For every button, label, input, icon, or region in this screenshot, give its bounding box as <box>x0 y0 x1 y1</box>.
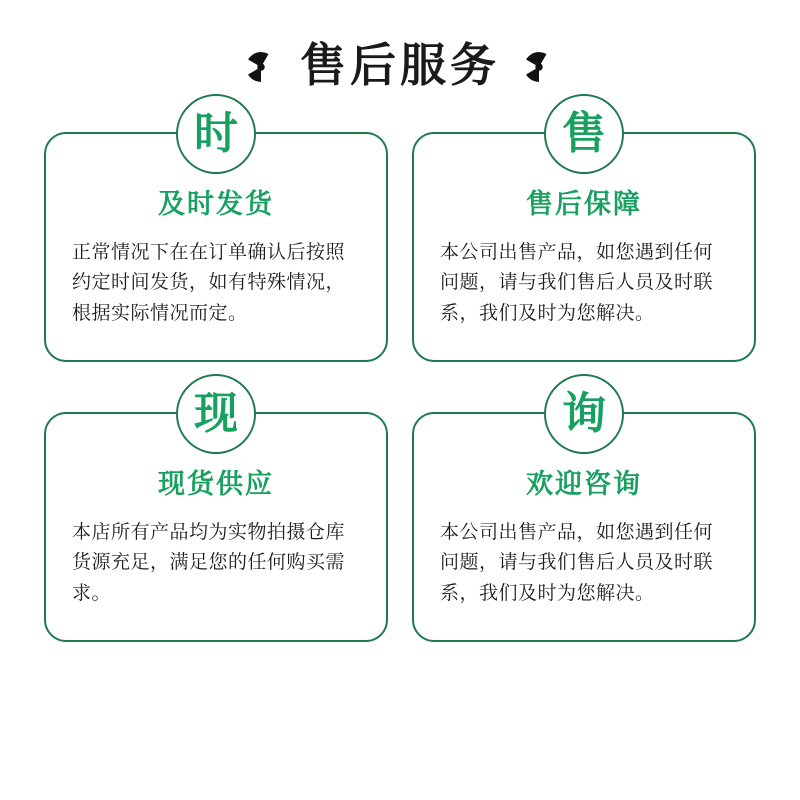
service-card-after-sales-guarantee <box>412 109 756 362</box>
service-card-grid <box>44 109 756 642</box>
card-body: 本公司出售产品，如您遇到任何问题，请与我们售后人员及时联系，我们及时为您解决。 <box>440 521 714 605</box>
radiation-icon <box>522 50 556 84</box>
card-badge <box>176 94 256 174</box>
card-title: 及时发货 <box>158 189 274 219</box>
card-badge <box>544 374 624 454</box>
card-badge <box>176 374 256 454</box>
card-badge-char: 现 <box>194 389 238 438</box>
card-badge-char: 时 <box>194 109 238 158</box>
service-card-timely-shipping <box>44 109 388 362</box>
card-body: 本店所有产品均为实物拍摄仓库货源充足，满足您的任何购买需求。 <box>72 521 346 605</box>
page-header <box>0 0 800 91</box>
service-card-welcome-inquiry <box>412 389 756 642</box>
page-title: 售后服务 <box>300 39 500 91</box>
radiation-icon <box>244 50 278 84</box>
card-badge-char: 询 <box>562 389 606 438</box>
service-card-in-stock-supply <box>44 389 388 642</box>
card-title: 售后保障 <box>526 189 642 219</box>
card-title: 欢迎咨询 <box>526 469 642 499</box>
card-badge-char: 售 <box>562 109 606 158</box>
card-title: 现货供应 <box>158 469 274 499</box>
card-body: 正常情况下在在订单确认后按照约定时间发货，如有特殊情况，根据实际情况而定。 <box>72 241 346 325</box>
card-badge <box>544 94 624 174</box>
card-body: 本公司出售产品，如您遇到任何问题，请与我们售后人员及时联系，我们及时为您解决。 <box>440 241 714 325</box>
